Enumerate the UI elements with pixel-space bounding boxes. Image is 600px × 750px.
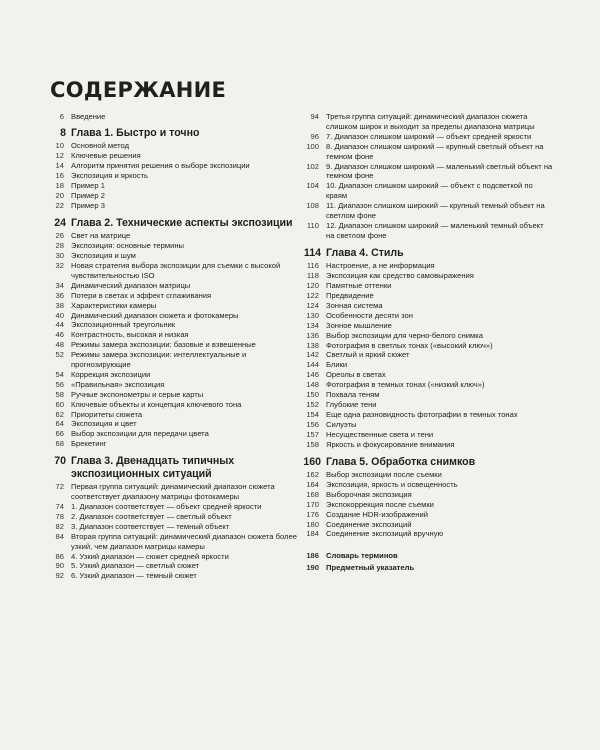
toc-page-number: 60 — [55, 399, 64, 409]
toc-page-number: 64 — [55, 419, 64, 429]
toc-entry — [48, 410, 298, 420]
toc-page-number: 168 — [306, 489, 319, 499]
toc-entry-title: Глава 5. Обработка снимков — [326, 455, 476, 468]
toc-page-number: 104 — [306, 181, 319, 191]
toc-chapter-heading — [303, 456, 553, 469]
toc-page-number: 16 — [55, 171, 64, 181]
toc-page-number: 136 — [306, 330, 319, 340]
toc-entry — [48, 112, 298, 122]
toc-entry — [48, 340, 298, 350]
toc-entry — [303, 181, 553, 201]
toc-entry-title: Экспозиция, яркость и освещенность — [326, 479, 458, 489]
toc-entry-title: Еще одна разновидность фотографии в темных тонах — [326, 409, 518, 419]
toc-page-number: 84 — [55, 531, 64, 541]
toc-entry — [303, 520, 553, 530]
toc-entry-title: Первая группа ситуаций: динамический диапазон сюжета соответствует диапазону матрицы фотокамеры — [71, 482, 275, 502]
toc-entry — [303, 440, 553, 450]
toc-entry-title: 11. Диапазон слишком широкий — крупный темный объект на светлом фоне — [326, 201, 545, 221]
toc-entry-title: Выбор экспозиции для черно-белого снимка — [326, 330, 483, 340]
toc-page-number: 142 — [306, 350, 319, 360]
toc-entry — [48, 301, 298, 311]
toc-entry — [48, 439, 298, 449]
toc-page-number: 10 — [55, 141, 64, 151]
page-title: СОДЕРЖАНИЕ — [50, 78, 227, 102]
toc-entry — [48, 380, 298, 390]
toc-page-number: 56 — [55, 379, 64, 389]
toc-entry-title: Динамический диапазон матрицы — [71, 280, 191, 290]
toc-entry — [48, 320, 298, 330]
toc-chapter-heading — [303, 247, 553, 260]
toc-entry-title: Брекетинг — [71, 439, 107, 449]
toc-entry-title: 6. Узкий диапазон — темный сюжет — [71, 571, 197, 581]
toc-entry-title: Выборочная экспозиция — [326, 489, 412, 499]
toc-entry-title: 9. Диапазон слишком широкий — маленький светлый объект на темном фоне — [326, 161, 553, 181]
toc-entry — [303, 390, 553, 400]
toc-page-number: 114 — [303, 246, 321, 259]
toc-entry-title: 3. Диапазон соответствует — темный объект — [71, 521, 230, 531]
toc-entry — [303, 142, 553, 162]
toc-entry-title: 8. Диапазон слишком широкий — крупный светлый объект на темном фоне — [326, 141, 544, 161]
toc-page-number: 110 — [306, 220, 319, 230]
toc-entry-title: Вторая группа ситуаций: динамический диапазон сюжета более узкий, чем диапазон матрицы камеры — [71, 531, 297, 551]
toc-entry — [303, 360, 553, 370]
toc-entry — [48, 429, 298, 439]
toc-entry-title: Памятные оттенки — [326, 281, 392, 291]
toc-page-number: 94 — [310, 112, 319, 121]
toc-entry — [303, 490, 553, 500]
toc-page-number: 184 — [306, 529, 319, 539]
toc-entry — [48, 281, 298, 291]
toc-entry — [303, 311, 553, 321]
toc-back-matter-entry — [303, 563, 553, 573]
toc-entry-title: Настроение, а не информация — [326, 261, 435, 271]
toc-entry-title: Введение — [71, 112, 106, 121]
toc-entry — [303, 420, 553, 430]
toc-page-number: 154 — [306, 409, 319, 419]
toc-entry — [48, 181, 298, 191]
toc-chapter-heading — [48, 455, 298, 480]
toc-entry — [303, 162, 553, 182]
toc-page-number: 150 — [306, 390, 319, 400]
toc-page-number: 48 — [55, 340, 64, 350]
toc-entry-title: Коррекция экспозиции — [71, 369, 151, 379]
toc-entry — [303, 529, 553, 539]
toc-entry-title: Алгоритм принятия решения о выборе экспозиции — [71, 161, 250, 171]
toc-entry — [303, 410, 553, 420]
toc-entry — [48, 151, 298, 161]
toc-page-number: 6 — [59, 112, 64, 121]
toc-entry — [303, 470, 553, 480]
toc-entry — [48, 370, 298, 380]
toc-entry — [303, 510, 553, 520]
toc-entry — [303, 430, 553, 440]
toc-entry-title: 4. Узкий диапазон — сюжет средней яркости — [71, 551, 229, 561]
toc-entry-title: 10. Диапазон слишком широкий — объект с подсветкой по краям — [326, 181, 533, 201]
toc-entry-title: Пример 1 — [71, 181, 105, 191]
toc-entry — [48, 512, 298, 522]
toc-page-number: 12 — [55, 151, 64, 161]
toc-page-number: 134 — [306, 320, 319, 330]
toc-page-number: 22 — [55, 200, 64, 210]
toc-entry-title: Фотография в светлых тонах («высокий ключ») — [326, 340, 493, 350]
toc-page-number: 130 — [306, 310, 319, 320]
toc-entry-title: Характеристики камеры — [71, 300, 157, 310]
toc-page-number: 100 — [306, 141, 319, 151]
toc-entry-title: Контрастность, высокая и низкая — [71, 330, 189, 340]
toc-entry-title: Глава 3. Двенадцать типичных экспозиционных ситуаций — [71, 455, 235, 480]
toc-page-number: 152 — [306, 399, 319, 409]
toc-entry — [303, 370, 553, 380]
toc-entry — [48, 552, 298, 562]
toc-column-right — [303, 112, 553, 573]
toc-entry-title: Глава 1. Быстро и точно — [71, 126, 200, 139]
toc-entry-title: 2. Диапазон соответствует — светлый объект — [71, 511, 232, 521]
toc-entry-title: Основной метод — [71, 141, 129, 151]
toc-entry-title: Ключевые решения — [71, 151, 141, 161]
toc-page-number: 34 — [55, 280, 64, 290]
toc-entry-title: Яркость и фокусирование внимания — [326, 439, 455, 449]
toc-entry — [48, 311, 298, 321]
toc-page-number: 20 — [55, 190, 64, 200]
toc-entry — [48, 419, 298, 429]
toc-entry — [303, 221, 553, 241]
toc-entry — [303, 301, 553, 311]
toc-entry-title: Новая стратегия выбора экспозиции для съемки с высокой чувствительностью ISO — [71, 260, 281, 280]
toc-entry — [303, 112, 553, 132]
toc-entry — [303, 380, 553, 390]
toc-entry-title: Выбор экспозиции после съемки — [326, 470, 442, 479]
toc-chapter-heading — [48, 127, 298, 140]
toc-entry-title: Пример 2 — [71, 190, 105, 200]
toc-entry-title: Экспозиция как средство самовыражения — [326, 271, 474, 281]
toc-page-number: 116 — [306, 261, 319, 271]
toc-page-number: 162 — [306, 470, 319, 479]
toc-entry — [48, 251, 298, 261]
toc-entry — [303, 400, 553, 410]
toc-entry — [303, 271, 553, 281]
toc-entry — [48, 141, 298, 151]
toc-page-number: 44 — [55, 320, 64, 330]
toc-entry — [48, 502, 298, 512]
toc-entry-title: Третья группа ситуаций: динамический диапазон сюжета слишком широк и выходит за пределы диапазона матрицы — [326, 112, 535, 131]
toc-page-number: 124 — [306, 300, 319, 310]
toc-entry-title: Предметный указатель — [326, 563, 415, 573]
toc-entry-title: Глава 4. Стиль — [326, 246, 404, 259]
toc-page-number: 30 — [55, 251, 64, 261]
toc-entry-title: Блики — [326, 360, 348, 370]
toc-entry — [48, 201, 298, 211]
toc-entry-title: Соединение экспозиций вручную — [326, 529, 444, 539]
toc-entry — [48, 522, 298, 532]
toc-page-number: 82 — [55, 521, 64, 531]
toc-entry-title: Ключевые объекты и концепция ключевого тона — [71, 399, 242, 409]
toc-entry-title: Экспозиция и цвет — [71, 419, 137, 429]
toc-entry — [303, 341, 553, 351]
toc-entry-title: Динамический диапазон сюжета и фотокамеры — [71, 310, 239, 320]
toc-page-number: 32 — [55, 260, 64, 270]
toc-entry-title: Режимы замера экспозиции: базовые и взвешенные — [71, 340, 256, 350]
toc-entry — [48, 330, 298, 340]
toc-entry — [303, 291, 553, 301]
toc-page-number: 96 — [310, 131, 319, 141]
toc-page-number: 14 — [55, 161, 64, 171]
toc-entry-title: Свет на матрице — [71, 231, 131, 241]
toc-entry — [303, 201, 553, 221]
toc-entry — [303, 350, 553, 360]
toc-page-number: 70 — [54, 455, 66, 468]
toc-page-number: 72 — [55, 482, 64, 492]
toc-page-number: 190 — [306, 563, 319, 573]
toc-page-number: 92 — [55, 571, 64, 581]
toc-entry-title: Соединение экспозиций — [326, 519, 412, 529]
toc-entry-title: Экспозиция и яркость — [71, 171, 148, 181]
toc-page-number: 58 — [55, 389, 64, 399]
toc-entry-title: Глава 2. Технические аспекты экспозиции — [71, 216, 293, 229]
toc-entry — [48, 161, 298, 171]
toc-entry — [48, 231, 298, 241]
toc-entry — [303, 480, 553, 490]
toc-page-number: 38 — [55, 300, 64, 310]
toc-entry-title: Ручные экспонометры и серые карты — [71, 389, 204, 399]
toc-page-number: 122 — [306, 291, 319, 300]
toc-page-number: 146 — [306, 370, 319, 380]
toc-page-number: 68 — [55, 439, 64, 449]
toc-entry — [48, 482, 298, 502]
toc-page-number: 8 — [60, 126, 66, 139]
toc-entry-title: Экспозиционный треугольник — [71, 320, 176, 330]
toc-entry-title: Приоритеты сюжета — [71, 409, 143, 419]
toc-entry — [48, 291, 298, 301]
toc-page-number: 52 — [55, 350, 64, 360]
toc-entry-title: Зонная система — [326, 300, 383, 310]
toc-page-number: 170 — [306, 499, 319, 509]
toc-page-number: 24 — [54, 216, 66, 229]
toc-entry-title: Выбор экспозиции для передачи цвета — [71, 429, 209, 439]
toc-page-number: 180 — [306, 519, 319, 529]
toc-page-number: 186 — [306, 551, 319, 561]
toc-entry — [48, 241, 298, 251]
toc-page-number: 40 — [55, 310, 64, 320]
toc-entry-title: Предвидение — [326, 291, 374, 300]
toc-entry-title: 12. Диапазон слишком широкий — маленький темный объект на светлом фоне — [326, 220, 544, 240]
toc-entry — [48, 532, 298, 552]
toc-entry-title: Силуэты — [326, 419, 357, 429]
toc-page-number: 164 — [306, 479, 319, 489]
toc-entry — [48, 390, 298, 400]
toc-page-number: 46 — [55, 330, 64, 340]
toc-page-number: 156 — [306, 419, 319, 429]
toc-entry-title: Похвала теням — [326, 390, 380, 400]
toc-entry — [48, 261, 298, 281]
toc-page-number: 18 — [55, 181, 64, 191]
toc-entry-title: Пример 3 — [71, 200, 105, 210]
toc-page-number: 120 — [306, 281, 319, 291]
toc-page-number: 160 — [303, 455, 321, 468]
toc-page-number: 90 — [55, 561, 64, 571]
toc-entry-title: 1. Диапазон соответствует — объект средней яркости — [71, 502, 262, 511]
toc-page-number: 108 — [306, 201, 319, 211]
toc-entry-title: «Правильная» экспозиция — [71, 379, 165, 389]
toc-entry-title: Особенности десяти зон — [326, 310, 413, 320]
toc-page-number: 74 — [55, 502, 64, 511]
toc-entry — [48, 350, 298, 370]
toc-page-number: 86 — [55, 551, 64, 561]
toc-page-number: 118 — [306, 271, 319, 281]
toc-page-number: 78 — [55, 511, 64, 521]
toc-entry-title: Создание HDR-изображений — [326, 509, 428, 519]
toc-page-number: 26 — [55, 231, 64, 241]
toc-entry-title: Фотография в темных тонах («низкий ключ») — [326, 380, 485, 390]
toc-page-number: 66 — [55, 429, 64, 439]
toc-entry — [303, 321, 553, 331]
toc-column-left — [48, 112, 298, 581]
toc-page-number: 102 — [306, 161, 319, 171]
toc-entry-title: Светлый и яркий сюжет — [326, 350, 410, 360]
toc-page-number: 157 — [306, 429, 319, 439]
toc-entry-title: Режимы замера экспозиции: интеллектуальные и прогнозирующие — [71, 350, 247, 370]
toc-entry — [48, 400, 298, 410]
toc-page-number: 176 — [306, 509, 319, 519]
toc-page-number: 138 — [306, 340, 319, 350]
toc-entry — [48, 171, 298, 181]
toc-page-number: 62 — [55, 409, 64, 419]
toc-page-number: 28 — [55, 241, 64, 251]
toc-entry — [303, 331, 553, 341]
toc-page-number: 158 — [306, 439, 319, 449]
toc-entry — [48, 561, 298, 571]
toc-entry — [303, 132, 553, 142]
toc-entry — [48, 191, 298, 201]
toc-entry — [48, 571, 298, 581]
toc-entry-title: Несущественные света и тени — [326, 429, 434, 439]
toc-entry-title: Ореолы в светах — [326, 370, 386, 380]
toc-entry-title: Зонное мышление — [326, 320, 392, 330]
toc-page-number: 36 — [55, 290, 64, 300]
toc-entry-title: Глубокие тени — [326, 399, 377, 409]
toc-entry-title: Потери в светах и эффект сглаживания — [71, 290, 212, 300]
toc-entry-title: Экспокоррекция после съемки — [326, 499, 434, 509]
toc-entry-title: Экспозиция: основные термины — [71, 241, 184, 251]
toc-page-number: 54 — [55, 369, 64, 379]
toc-entry-title: Словарь терминов — [326, 551, 398, 561]
toc-entry-title: Экспозиция и шум — [71, 251, 136, 261]
toc-page-number: 148 — [306, 380, 319, 390]
toc-page-number: 144 — [306, 360, 319, 370]
toc-back-matter-entry — [303, 551, 553, 561]
toc-entry-title: 5. Узкий диапазон — светлый сюжет — [71, 561, 200, 571]
toc-entry — [303, 500, 553, 510]
toc-entry — [303, 261, 553, 271]
toc-entry — [303, 281, 553, 291]
toc-entry-title: 7. Диапазон слишком широкий — объект средней яркости — [326, 131, 532, 141]
toc-chapter-heading — [48, 217, 298, 230]
